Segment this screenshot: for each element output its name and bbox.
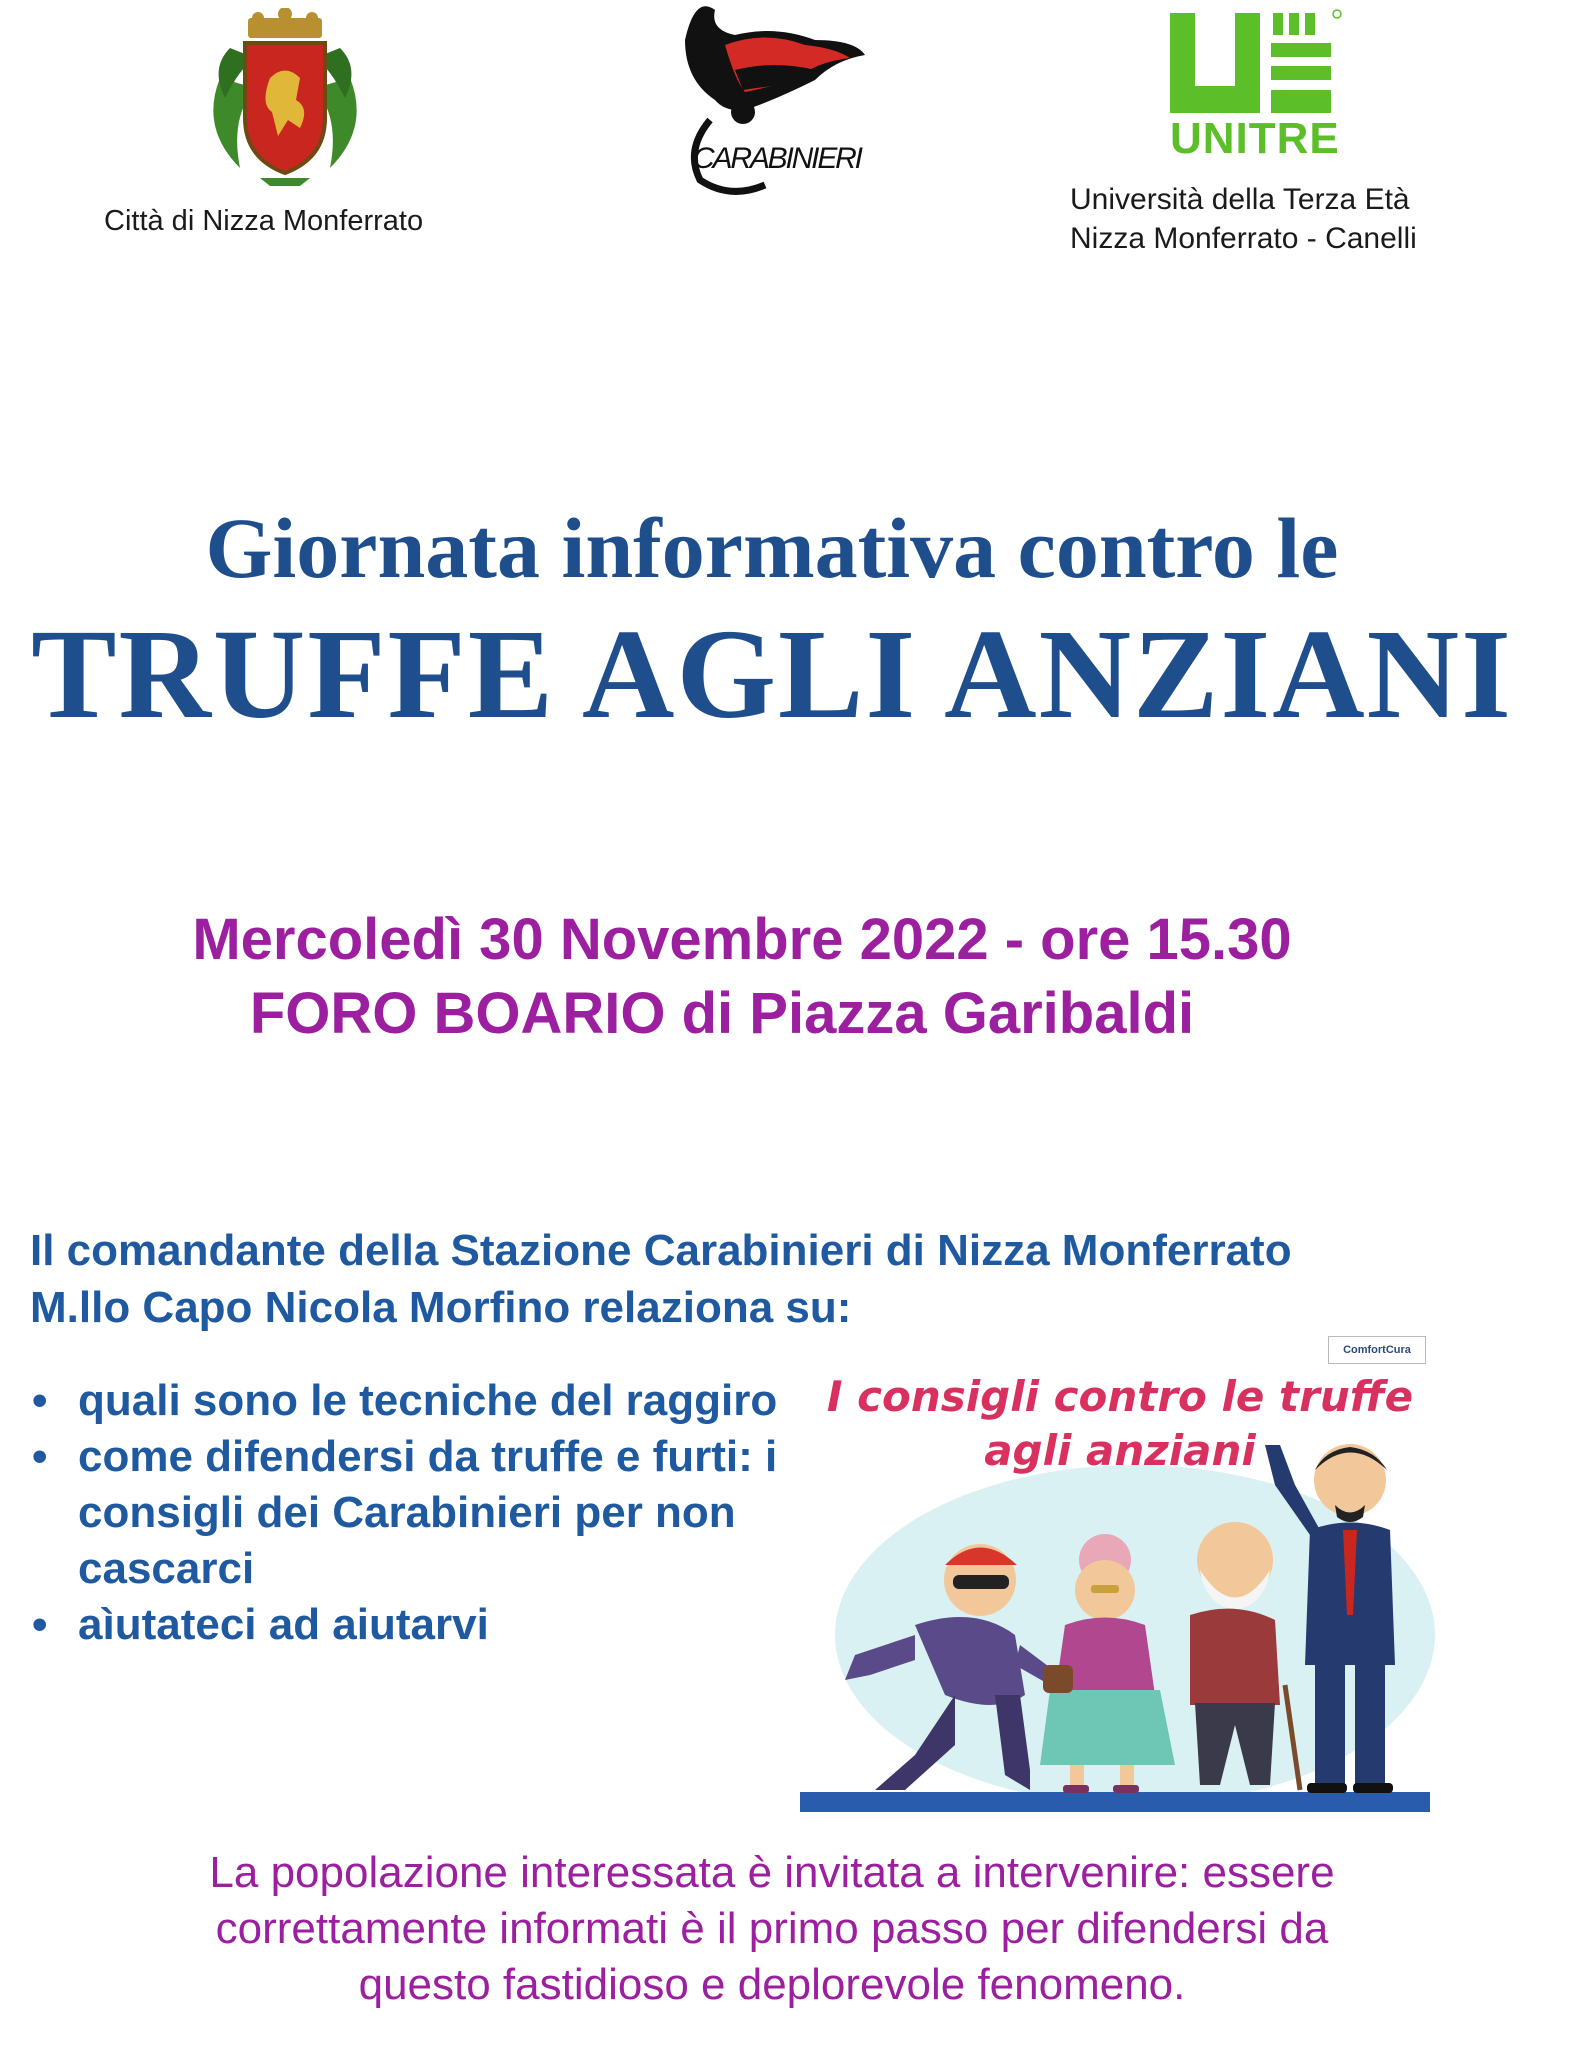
list-item-text: quali sono le tecniche del raggiro: [78, 1376, 778, 1425]
closing-line1: La popolazione interessata è invitata a intervenire: essere: [209, 1848, 1335, 1897]
bullet-icon: •: [32, 1600, 48, 1649]
nizza-caption: Città di Nizza Monferrato: [104, 205, 424, 237]
list-item: [30, 1597, 810, 1653]
list-item-text: aìutateci ad aiutarvi: [78, 1600, 489, 1649]
list-item-text: come difendersi da truffe e furti: i consigli dei Carabinieri per non cascarci: [78, 1432, 778, 1593]
carabinieri-logo: [655, 0, 875, 200]
closing-paragraph: [0, 1845, 1584, 2013]
title-line2: TRUFFE AGLI ANZIANI: [31, 603, 1513, 745]
nizza-coat-of-arms-logo: [200, 8, 370, 188]
intro-line2: M.llo Capo Nicola Morfino relaziona su:: [30, 1283, 852, 1332]
illustration-title-line2: agli anziani: [984, 1426, 1256, 1475]
bullet-icon: •: [32, 1432, 48, 1481]
topics-list: [30, 1373, 810, 1653]
illustration-title-line1: I consigli contro le truffe: [826, 1372, 1414, 1421]
intro-line1: Il comandante della Stazione Carabinieri di Nizza Monferrato: [30, 1226, 1292, 1275]
list-item: [30, 1373, 810, 1429]
closing-line3: questo fastidioso e deplorevole fenomeno.: [358, 1960, 1186, 2009]
carabinieri-wordmark: CARABINIERI: [693, 142, 863, 175]
list-item: [30, 1429, 810, 1597]
unitre-caption-line1: Università della Terza Età: [1070, 183, 1410, 216]
unitre-caption-line2: Nizza Monferrato - Canelli: [1070, 222, 1417, 255]
closing-line2: correttamente informati è il primo passo per difendersi da: [215, 1904, 1329, 1953]
bullet-icon: •: [32, 1376, 48, 1425]
title-line1: Giornata informativa contro le: [205, 500, 1339, 596]
unitre-wordmark: UNITRE: [1170, 114, 1340, 163]
illustration-title: [795, 1370, 1445, 1478]
unitre-logo: [1165, 8, 1345, 118]
unitre-caption: [1070, 180, 1417, 258]
event-place: FORO BOARIO di Piazza Garibaldi: [249, 981, 1195, 1046]
comfortcura-badge: ComfortCura: [1328, 1336, 1426, 1364]
event-date-time: Mercoledì 30 Novembre 2022 - ore 15.30: [192, 907, 1292, 972]
intro-paragraph: [30, 1222, 1570, 1336]
